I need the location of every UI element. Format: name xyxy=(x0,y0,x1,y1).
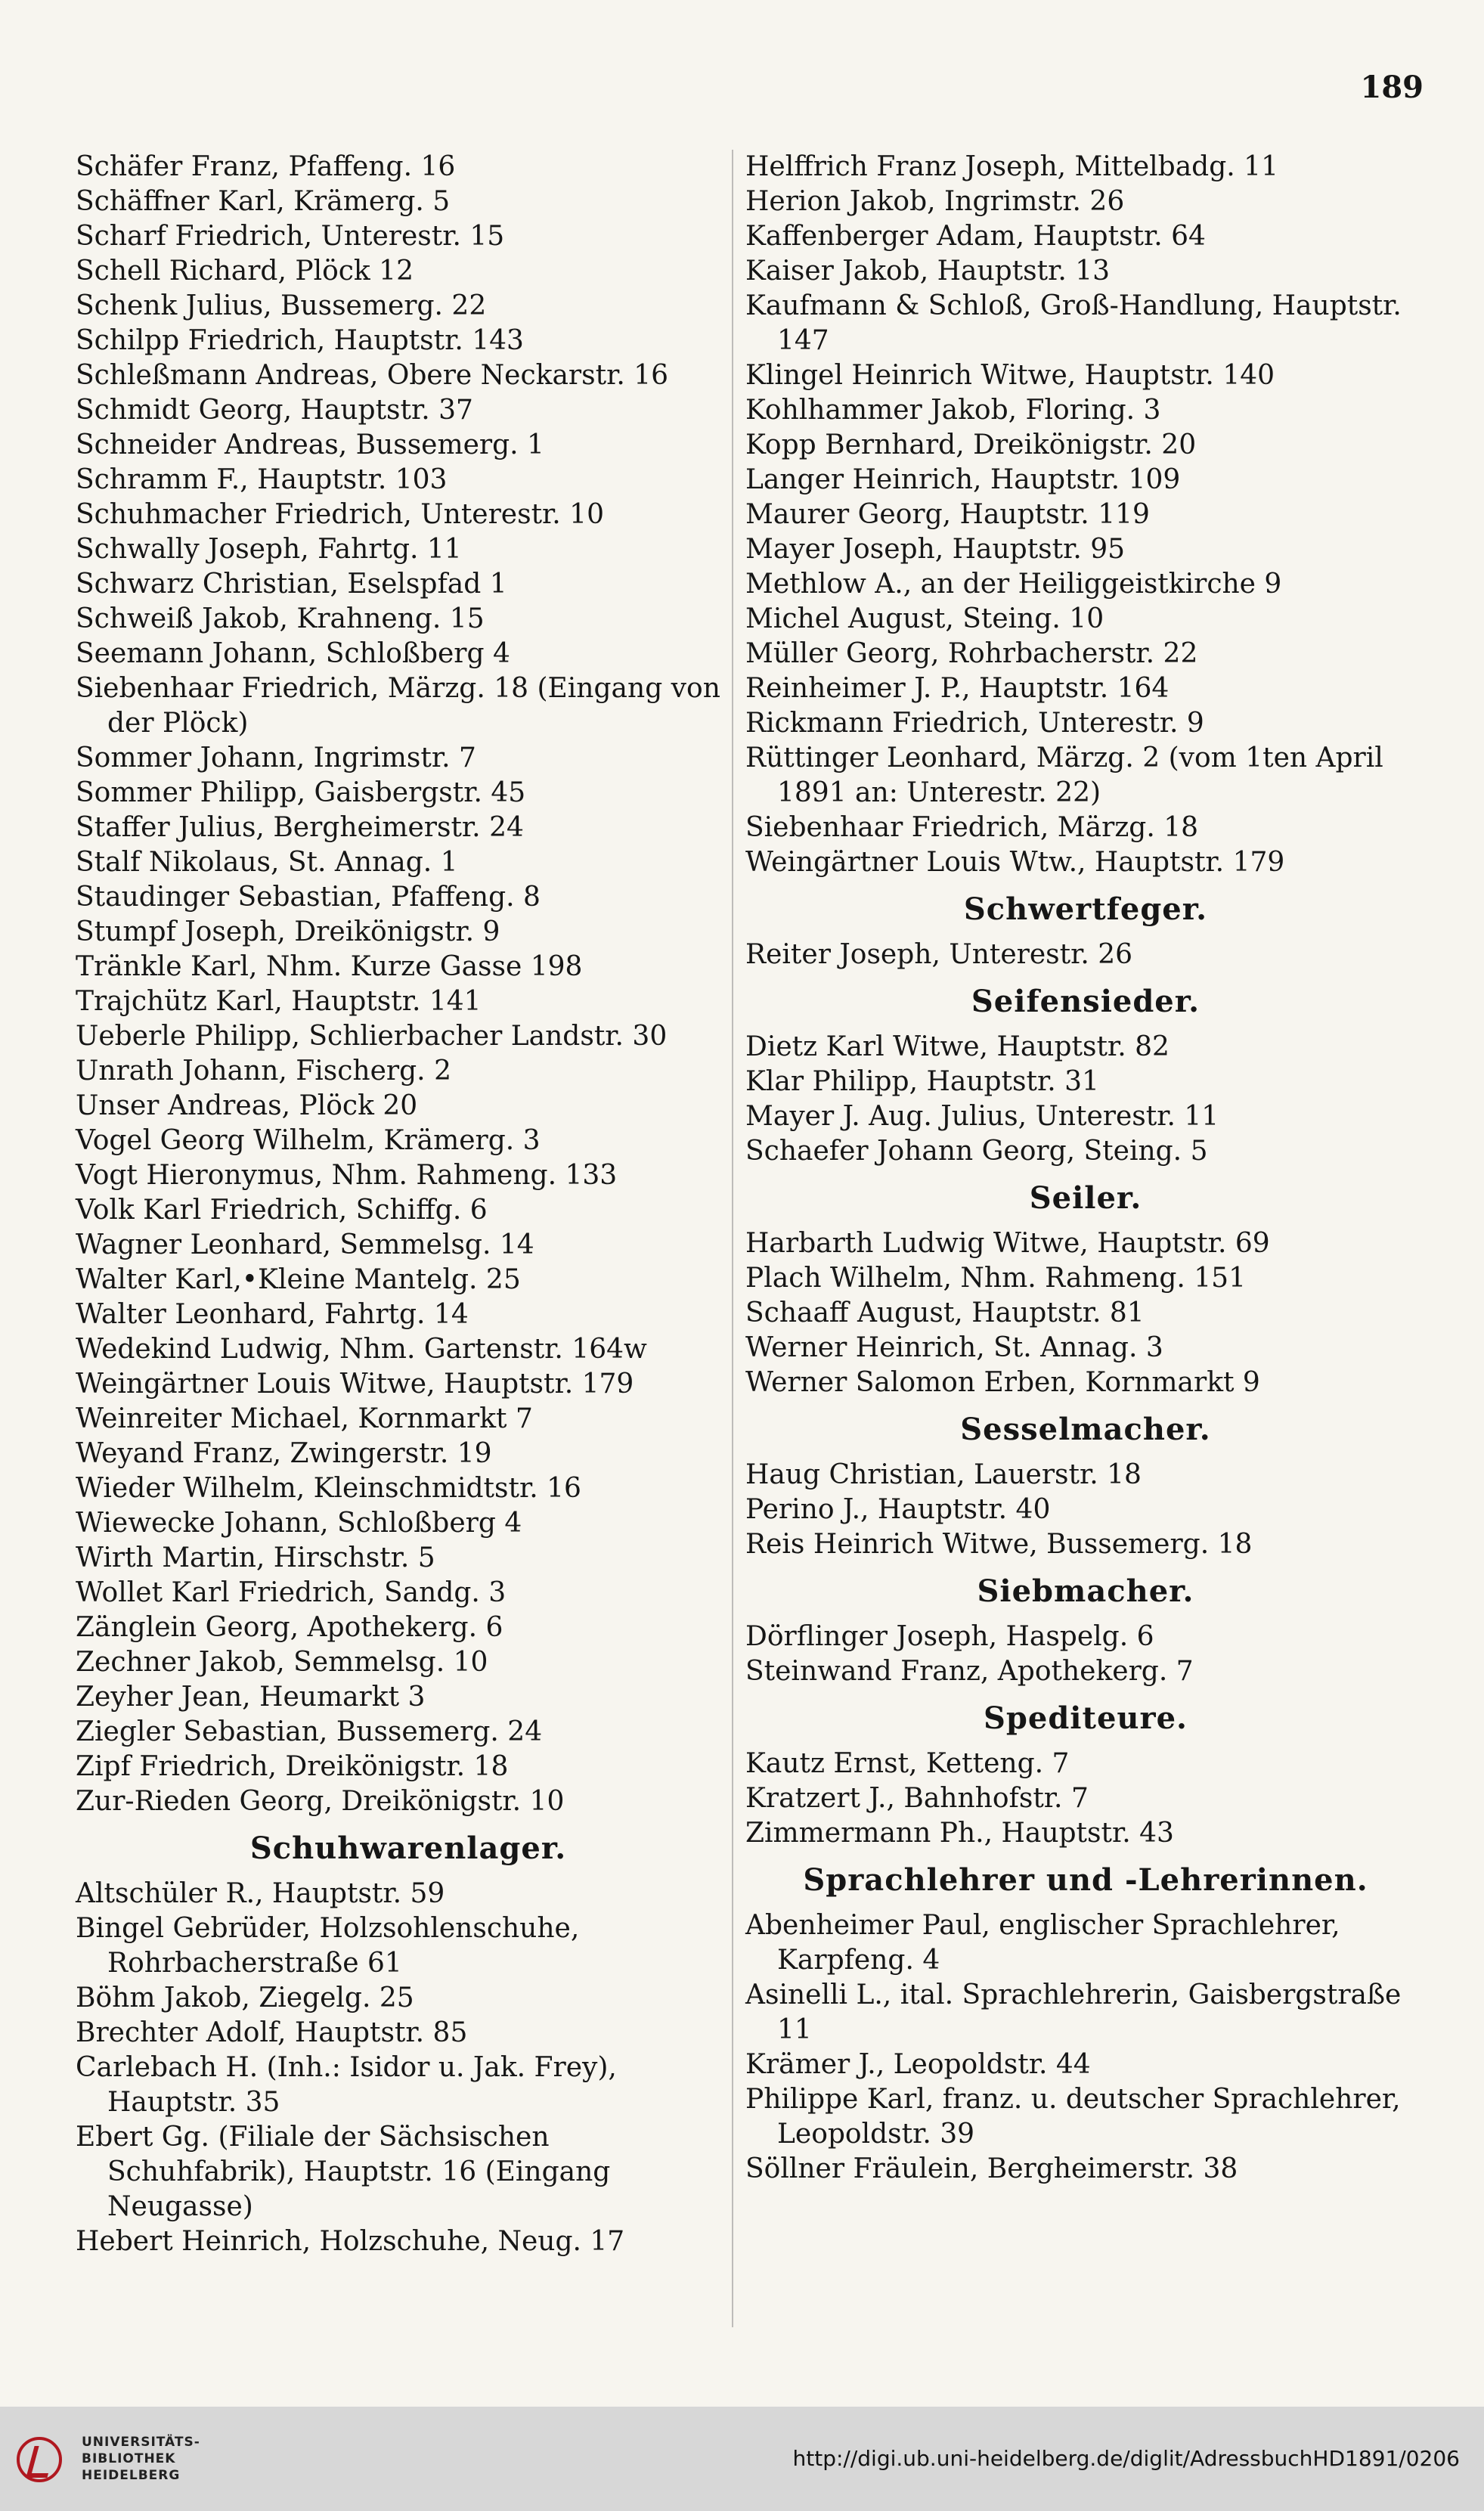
directory-entry: Schenk Julius, Bussemerg. 22 xyxy=(76,290,487,321)
directory-entry: Kopp Bernhard, Dreikönigstr. 20 xyxy=(745,429,1197,460)
directory-entry: Vogel Georg Wilhelm, Krämerg. 3 xyxy=(76,1125,541,1156)
directory-entry: Unrath Johann, Fischerg. 2 xyxy=(76,1056,451,1087)
directory-entry: Michel August, Steing. 10 xyxy=(745,603,1104,634)
directory-entry: Carlebach H. (Inh.: Isidor u. Jak. Frey), Hauptstr. 35 xyxy=(76,2052,617,2118)
directory-entry: Weinreiter Michael, Kornmarkt 7 xyxy=(76,1403,533,1434)
section-heading: Schuhwarenlager. xyxy=(249,1831,567,1866)
directory-entry: Siebenhaar Friedrich, Märzg. 18 xyxy=(745,812,1199,843)
directory-entry: Stumpf Joseph, Dreikönigstr. 9 xyxy=(76,916,500,947)
directory-entry: Zimmermann Ph., Hauptstr. 43 xyxy=(745,1818,1174,1849)
directory-entry: Wieder Wilhelm, Kleinschmidtstr. 16 xyxy=(76,1473,581,1504)
page-number: 189 xyxy=(1360,70,1424,105)
directory-entry: Kohlhammer Jakob, Floring. 3 xyxy=(745,395,1161,426)
section-heading: Seiler. xyxy=(1029,1180,1142,1216)
directory-entry: Sommer Johann, Ingrimstr. 7 xyxy=(76,742,476,773)
directory-entry: Schäffner Karl, Krämerg. 5 xyxy=(76,186,451,217)
directory-entry: Dietz Karl Witwe, Hauptstr. 82 xyxy=(745,1031,1170,1062)
directory-entry: Walter Karl,•Kleine Mantelg. 25 xyxy=(76,1264,521,1295)
directory-entry: Trajchütz Karl, Hauptstr. 141 xyxy=(76,986,482,1017)
footer-bar xyxy=(0,2407,1484,2511)
directory-entry: Siebenhaar Friedrich, Märzg. 18 (Eingang von der Plöck) xyxy=(76,673,720,739)
section-heading: Schwertfeger. xyxy=(963,891,1208,927)
directory-entry: Scharf Friedrich, Unterestr. 15 xyxy=(76,221,505,252)
directory-entry: Mayer Joseph, Hauptstr. 95 xyxy=(745,534,1126,565)
directory-entry: Asinelli L., ital. Sprachlehrerin, Gaisbergstraße 11 xyxy=(745,1979,1402,2045)
section-heading: Sprachlehrer und -Lehrerinnen. xyxy=(803,1862,1368,1898)
directory-entry: Unser Andreas, Plöck 20 xyxy=(76,1090,418,1121)
directory-entry: Schwarz Christian, Eselspfad 1 xyxy=(76,569,507,600)
directory-entry: Schwally Joseph, Fahrtg. 11 xyxy=(76,534,462,565)
directory-entry: Schuhmacher Friedrich, Unterestr. 10 xyxy=(76,499,604,530)
left-column xyxy=(76,150,741,2259)
directory-entry: Zur-Rieden Georg, Dreikönigstr. 10 xyxy=(76,1786,565,1817)
directory-entry: Schleßmann Andreas, Obere Neckarstr. 16 xyxy=(76,360,669,391)
directory-entry: Rüttinger Leonhard, Märzg. 2 (vom 1ten April 1891 an: Unterestr. 22) xyxy=(745,742,1383,808)
directory-entry: Schell Richard, Plöck 12 xyxy=(76,256,414,287)
directory-entry: Reis Heinrich Witwe, Bussemerg. 18 xyxy=(745,1529,1253,1560)
directory-entry: Werner Heinrich, St. Annag. 3 xyxy=(745,1332,1163,1363)
directory-entry: Kratzert J., Bahnhofstr. 7 xyxy=(745,1783,1089,1814)
directory-entry: Perino J., Hauptstr. 40 xyxy=(745,1494,1051,1525)
directory-entry: Volk Karl Friedrich, Schiffg. 6 xyxy=(76,1195,488,1226)
directory-entry: Wagner Leonhard, Semmelsg. 14 xyxy=(76,1229,534,1260)
directory-entry: Krämer J., Leopoldstr. 44 xyxy=(745,2049,1091,2080)
directory-entry: Hebert Heinrich, Holzschuhe, Neug. 17 xyxy=(76,2226,625,2257)
directory-entry: Ebert Gg. (Filiale der Sächsischen Schuhfabrik), Hauptstr. 16 (Eingang Neugasse) xyxy=(76,2122,611,2222)
directory-entry: Altschüler R., Hauptstr. 59 xyxy=(76,1878,445,1909)
institution-line: BIBLIOTHEK xyxy=(82,2451,176,2466)
directory-entry: Kaffenberger Adam, Hauptstr. 64 xyxy=(745,221,1206,252)
directory-entry: Ueberle Philipp, Schlierbacher Landstr. 30 xyxy=(76,1021,668,1052)
institution-name xyxy=(82,2434,200,2484)
directory-entry: Methlow A., an der Heiliggeistkirche 9 xyxy=(745,569,1282,600)
directory-entry: Brechter Adolf, Hauptstr. 85 xyxy=(76,2017,468,2048)
directory-entry: Wiewecke Johann, Schloßberg 4 xyxy=(76,1508,522,1539)
right-column xyxy=(745,150,1426,2187)
directory-entry: Zeyher Jean, Heumarkt 3 xyxy=(76,1682,426,1713)
directory-entry: Bingel Gebrüder, Holzsohlenschuhe, Rohrbacherstraße 61 xyxy=(76,1913,580,1979)
institution-line: HEIDELBERG xyxy=(82,2468,181,2483)
directory-entry: Schramm F., Hauptstr. 103 xyxy=(76,464,448,495)
directory-entry: Schaefer Johann Georg, Steing. 5 xyxy=(745,1136,1208,1167)
directory-entry: Mayer J. Aug. Julius, Unterestr. 11 xyxy=(745,1101,1219,1132)
directory-entry: Abenheimer Paul, englischer Sprachlehrer, Karpfeng. 4 xyxy=(745,1910,1340,1976)
directory-entry: Kautz Ernst, Ketteng. 7 xyxy=(745,1748,1070,1779)
directory-entry: Kaufmann & Schloß, Groß-Handlung, Hauptstr. 147 xyxy=(745,290,1402,356)
directory-entry: Vogt Hieronymus, Nhm. Rahmeng. 133 xyxy=(76,1160,618,1191)
directory-entry: Schaaff August, Hauptstr. 81 xyxy=(745,1297,1145,1328)
section-heading: Sesselmacher. xyxy=(960,1412,1211,1447)
directory-entry: Weingärtner Louis Witwe, Hauptstr. 179 xyxy=(76,1369,634,1400)
directory-entry: Kaiser Jakob, Hauptstr. 13 xyxy=(745,256,1111,287)
directory-entry: Zänglein Georg, Apothekerg. 6 xyxy=(76,1612,503,1643)
directory-entry: Schweiß Jakob, Krahneng. 15 xyxy=(76,603,485,634)
directory-entry: Dörflinger Joseph, Haspelg. 6 xyxy=(745,1621,1154,1652)
directory-entry: Philippe Karl, franz. u. deutscher Sprachlehrer, Leopoldstr. 39 xyxy=(745,2084,1401,2150)
directory-entry: Helffrich Franz Joseph, Mittelbadg. 11 xyxy=(745,151,1278,182)
section-heading: Siebmacher. xyxy=(977,1573,1194,1609)
directory-entry: Zechner Jakob, Semmelsg. 10 xyxy=(76,1647,488,1678)
directory-entry: Weyand Franz, Zwingerstr. 19 xyxy=(76,1438,492,1469)
directory-entry: Böhm Jakob, Ziegelg. 25 xyxy=(76,1982,414,2013)
directory-entry: Schmidt Georg, Hauptstr. 37 xyxy=(76,395,473,426)
directory-entry: Harbarth Ludwig Witwe, Hauptstr. 69 xyxy=(745,1228,1270,1259)
directory-entry: Tränkle Karl, Nhm. Kurze Gasse 198 xyxy=(76,951,583,982)
directory-entry: Walter Leonhard, Fahrtg. 14 xyxy=(76,1299,469,1330)
directory-entry: Schneider Andreas, Bussemerg. 1 xyxy=(76,429,544,460)
directory-entry: Klar Philipp, Hauptstr. 31 xyxy=(745,1066,1099,1097)
directory-entry: Seemann Johann, Schloßberg 4 xyxy=(76,638,510,669)
ub-heidelberg-logo-icon xyxy=(17,2437,62,2482)
directory-entry: Staudinger Sebastian, Pfaffeng. 8 xyxy=(76,882,541,913)
directory-entry: Ziegler Sebastian, Bussemerg. 24 xyxy=(76,1716,543,1747)
directory-entry: Stalf Nikolaus, St. Annag. 1 xyxy=(76,847,458,878)
section-heading: Spediteure. xyxy=(984,1700,1188,1736)
institution-line: UNIVERSITÄTS- xyxy=(82,2435,200,2450)
directory-entry: Werner Salomon Erben, Kornmarkt 9 xyxy=(745,1367,1260,1398)
directory-entry: Staffer Julius, Bergheimerstr. 24 xyxy=(76,812,524,843)
directory-entry: Schäfer Franz, Pfaffeng. 16 xyxy=(76,151,456,182)
directory-entry: Weingärtner Louis Wtw., Hauptstr. 179 xyxy=(745,847,1285,878)
directory-entry: Söllner Fräulein, Bergheimerstr. 38 xyxy=(745,2153,1238,2184)
directory-entry: Maurer Georg, Hauptstr. 119 xyxy=(745,499,1150,530)
directory-entry: Wirth Martin, Hirschstr. 5 xyxy=(76,1542,435,1573)
directory-entry: Sommer Philipp, Gaisbergstr. 45 xyxy=(76,777,526,808)
directory-entry: Herion Jakob, Ingrimstr. 26 xyxy=(745,186,1125,217)
directory-entry: Wollet Karl Friedrich, Sandg. 3 xyxy=(76,1577,507,1608)
directory-entry: Haug Christian, Lauerstr. 18 xyxy=(745,1459,1142,1490)
directory-entry: Klingel Heinrich Witwe, Hauptstr. 140 xyxy=(745,360,1275,391)
directory-entry: Wedekind Ludwig, Nhm. Gartenstr. 164w xyxy=(76,1334,647,1365)
directory-entry: Zipf Friedrich, Dreikönigstr. 18 xyxy=(76,1751,509,1782)
directory-entry: Schilpp Friedrich, Hauptstr. 143 xyxy=(76,325,524,356)
directory-entry: Steinwand Franz, Apothekerg. 7 xyxy=(745,1656,1194,1687)
directory-entry: Reinheimer J. P., Hauptstr. 164 xyxy=(745,673,1170,704)
section-heading: Seifensieder. xyxy=(971,984,1201,1019)
directory-entry: Reiter Joseph, Unterestr. 26 xyxy=(745,939,1133,970)
directory-entry: Langer Heinrich, Hauptstr. 109 xyxy=(745,464,1181,495)
source-url-link[interactable]: http://digi.ub.uni-heidelberg.de/diglit/AdressbuchHD1891/0206 xyxy=(792,2446,1460,2471)
directory-entry: Müller Georg, Rohrbacherstr. 22 xyxy=(745,638,1198,669)
directory-entry: Plach Wilhelm, Nhm. Rahmeng. 151 xyxy=(745,1263,1246,1294)
directory-entry: Rickmann Friedrich, Unterestr. 9 xyxy=(745,708,1204,739)
